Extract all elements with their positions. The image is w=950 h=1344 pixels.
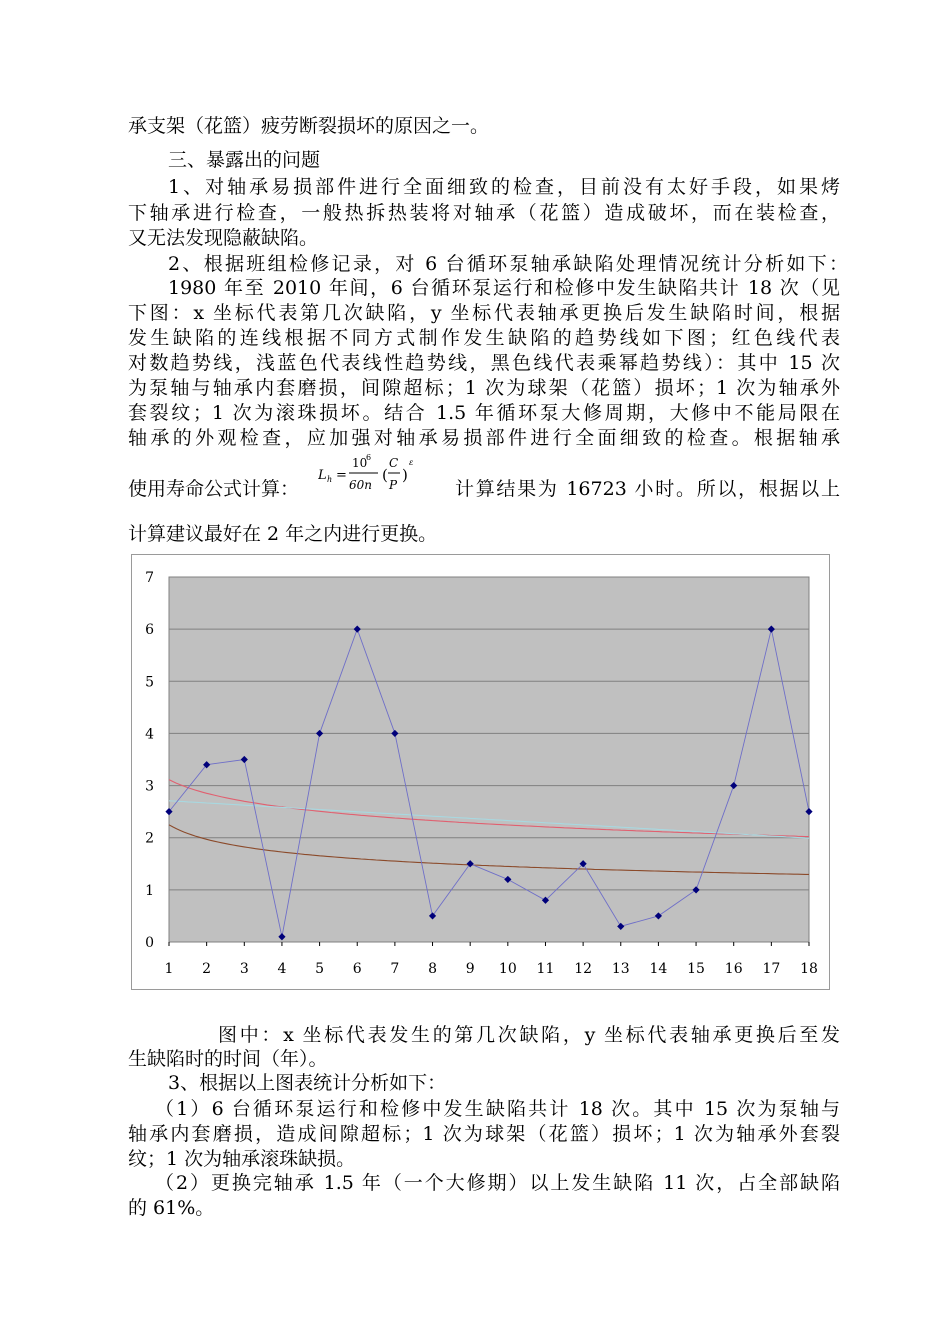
defect-chart-svg [132, 555, 829, 989]
item3-2-line-2: 的 61%。 [128, 1197, 215, 1219]
x-tick-label: 12 [574, 961, 593, 977]
formula-num: 10 [352, 456, 368, 470]
item2-line-8: 轴承的外观检查，应加强对轴承易损部件进行全面细致的检查。根据轴承 [128, 427, 840, 449]
y-tick-label: 0 [145, 935, 154, 951]
formula-rparen: ) [402, 466, 408, 484]
formula-c: C [389, 456, 399, 470]
section-heading: 三、暴露出的问题 [168, 149, 321, 171]
formula-den: 60n [349, 478, 372, 492]
formula-exp: ε [409, 458, 414, 467]
item3-1-line-2: 轴承内套磨损，造成间隙超标；1 次为球架（花篮）损坏；1 次为轴承外套裂 [128, 1123, 840, 1145]
x-tick-labels [165, 942, 818, 977]
x-tick-label: 16 [724, 961, 743, 977]
item1-line-3: 又无法发现隐蔽缺陷。 [128, 227, 319, 249]
item2-line-1: 2、根据班组检修记录，对 6 台循环泵轴承缺陷处理情况统计分析如下： [168, 253, 848, 275]
defect-chart [131, 554, 830, 990]
x-tick-label: 17 [762, 961, 781, 977]
y-tick-label: 3 [145, 778, 154, 795]
formula-lhs-sub: h [327, 475, 333, 484]
x-tick-label: 10 [498, 961, 517, 977]
item2-final-line: 计算建议最好在 2 年之内进行更换。 [128, 523, 438, 545]
x-tick-label: 14 [649, 961, 668, 977]
x-tick-label: 8 [428, 961, 437, 977]
x-tick-label: 9 [465, 961, 475, 977]
formula-lhs: L [318, 468, 327, 483]
item2-line-5: 对数趋势线，浅蓝色代表线性趋势线，黑色线代表乘幂趋势线）：其中 15 次 [128, 352, 840, 374]
bearing-life-formula [318, 447, 442, 495]
y-tick-label: 1 [145, 882, 154, 899]
formula-lparen: ( [382, 466, 388, 484]
item3-1-line-3: 纹；1 次为轴承滚珠缺损。 [128, 1148, 356, 1170]
formula-eq: = [336, 468, 347, 483]
formula-prefix-text: 使用寿命公式计算： [128, 478, 300, 500]
y-tick-label: 2 [145, 830, 154, 847]
item3-1-line-1: （1）6 台循环泵运行和检修中发生缺陷共计 18 次。其中 15 次为泵轴与 [155, 1098, 840, 1120]
x-tick-label: 13 [611, 961, 630, 977]
y-tick-label: 6 [145, 622, 154, 639]
x-tick-label: 15 [687, 961, 705, 977]
plot-area [169, 577, 809, 942]
item2-line-3: 下图：x 坐标代表第几次缺陷，y 坐标代表轴承更换后发生缺陷时间，根据 [128, 302, 840, 324]
formula-suffix-text: 计算结果为 16723 小时。所以，根据以上 [455, 478, 840, 500]
x-tick-label: 3 [239, 961, 249, 977]
x-tick-label: 2 [202, 961, 212, 977]
item2-line-2: 1980 年至 2010 年间，6 台循环泵运行和检修中发生缺陷共计 18 次（见 [168, 277, 840, 299]
x-tick-label: 5 [315, 961, 325, 977]
y-tick-label: 5 [145, 674, 154, 691]
y-tick-label: 4 [145, 726, 154, 743]
figure-caption-line-2: 生缺陷时的时间（年）。 [128, 1048, 328, 1070]
paragraph-continuation: 承支架（花篮）疲劳断裂损坏的原因之一。 [128, 115, 490, 137]
item3-2-line-1: （2）更换完轴承 1.5 年（一个大修期）以上发生缺陷 11 次，占全部缺陷 [155, 1172, 840, 1194]
x-tick-label: 1 [164, 961, 174, 977]
item1-line-2: 下轴承进行检查，一般热拆热装将对轴承（花篮）造成破坏，而在装检查， [128, 202, 840, 224]
formula-p: P [389, 478, 398, 492]
y-tick-labels [145, 570, 154, 951]
x-tick-label: 7 [390, 961, 400, 977]
figure-caption-line-1: 图中：x 坐标代表发生的第几次缺陷，y 坐标代表轴承更换后至发 [218, 1024, 840, 1046]
item2-line-6: 为泵轴与轴承内套磨损，间隙超标；1 次为球架（花篮）损坏；1 次为轴承外 [128, 377, 840, 399]
formula-num-sup: 6 [366, 453, 372, 462]
item2-line-7: 套裂纹；1 次为滚珠损坏。结合 1.5 年循环泵大修周期，大修中不能局限在 [128, 402, 840, 424]
x-tick-label: 18 [800, 961, 818, 977]
item3-heading: 3、根据以上图表统计分析如下： [168, 1072, 447, 1094]
x-tick-label: 11 [536, 961, 555, 977]
x-tick-label: 4 [277, 961, 287, 977]
item2-line-4: 发生缺陷的连线根据不同方式制作发生缺陷的趋势线如下图；红色线代表 [128, 327, 840, 349]
item1-line-1: 1、对轴承易损部件进行全面细致的检查，目前没有太好手段，如果烤 [168, 176, 840, 198]
y-tick-label: 7 [145, 570, 154, 586]
x-tick-label: 6 [352, 961, 362, 977]
